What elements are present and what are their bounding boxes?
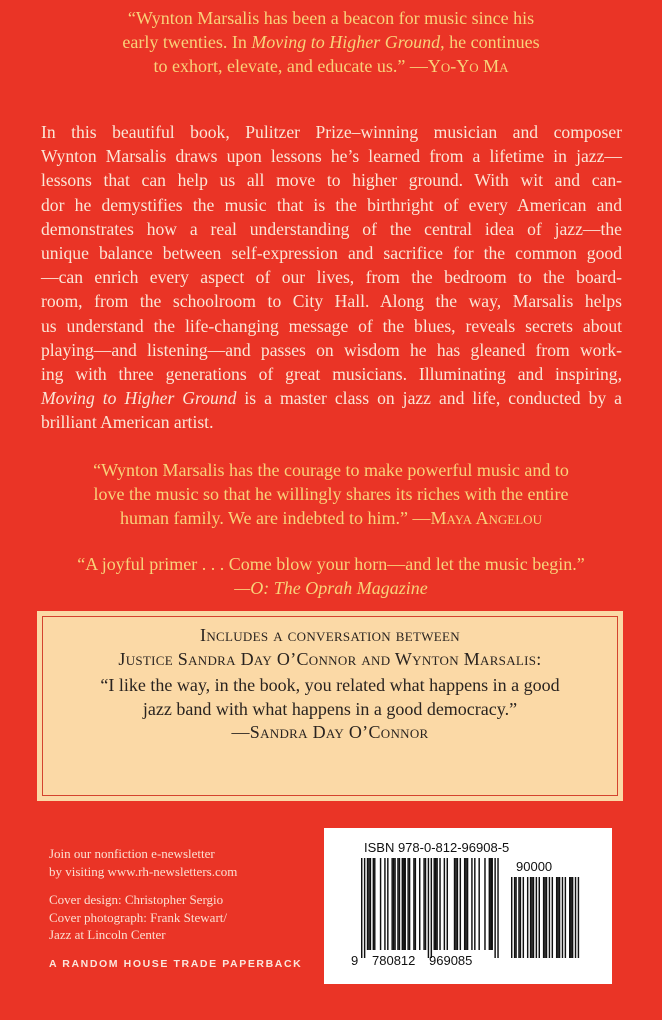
barcode-bar (464, 858, 465, 950)
quote-attribution: —O: The Oprah Magazine (234, 578, 428, 598)
barcode-bar (419, 858, 420, 950)
barcode-bar (467, 858, 468, 950)
cover-design-credit: Cover design: Christopher Sergio (49, 892, 224, 907)
addon-bar (557, 877, 558, 958)
barcode-bar (364, 858, 365, 958)
barcode-bar (374, 858, 375, 950)
box-header: Includes a conversation between (200, 625, 460, 645)
barcode-digits: 969085 (429, 953, 473, 968)
addon-bar (536, 877, 537, 958)
barcode-bar (361, 858, 362, 958)
quote-line: early twenties. In (122, 32, 252, 52)
description-text: is a master class on jazz and life, conducted by a (236, 388, 622, 409)
publisher-imprint: A RANDOM HOUSE TRADE PAPERBACK (49, 958, 303, 970)
addon-bar (533, 877, 534, 958)
box-attribution: —Sandra Day O’Connor (231, 722, 429, 742)
barcode-bar (368, 858, 369, 950)
description-line: ing with three generations of great musicians. Illuminating and inspiring, (41, 364, 622, 385)
barcode-bar (393, 858, 394, 950)
description-line (41, 386, 622, 410)
addon-bar (527, 877, 528, 958)
newsletter-link: by visiting www.rh-newsletters.com (49, 863, 238, 879)
addon-bar (572, 877, 573, 958)
conversation-box (37, 611, 623, 801)
addon-bar (569, 877, 570, 958)
quote-line: “A joyful primer . . . Come blow your horn—and let the music begin.” (77, 554, 585, 574)
description-line: playing—and listening—and passes on wisdom he has gleaned from work- (41, 339, 622, 360)
barcode-bar (436, 858, 437, 950)
description-line: In this beautiful book, Pulitzer Prize–winning musician and composer (41, 122, 622, 142)
description-line: unique balance between self-expression and sacrifice for the common good (41, 243, 622, 264)
barcode-bar (413, 858, 414, 950)
barcode-bar (370, 858, 371, 950)
barcode-bar (478, 858, 479, 950)
barcode-bar (407, 858, 408, 950)
price-code: 90000 (516, 859, 553, 874)
barcode-bar (425, 858, 426, 950)
book-title: Moving to Higher Ground (41, 388, 237, 409)
barcode-bar (431, 858, 432, 958)
credits (49, 845, 237, 944)
barcode-bar (455, 858, 456, 950)
addon-bar (515, 877, 516, 958)
quote-attribution: Maya Angelou (430, 508, 542, 528)
barcode-bar (447, 858, 448, 950)
book-description (41, 120, 622, 435)
addon-bar (575, 877, 576, 958)
barcode-bar (465, 858, 466, 950)
barcode-bar (415, 858, 416, 950)
barcode-bar (428, 858, 429, 958)
newsletter-text: Join our nonfiction e-newsletter (49, 846, 215, 861)
addon-bar (530, 877, 531, 958)
barcode-bar (471, 858, 472, 950)
addon-bar (523, 877, 524, 958)
barcode-bar (391, 858, 392, 950)
barcode-bar (403, 858, 404, 950)
cover-photo-credit: Cover photograph: Frank Stewart/ (49, 909, 227, 925)
addon-bar (511, 877, 512, 958)
description-line: brilliant American artist. (41, 412, 214, 433)
barcode-bar (497, 858, 498, 958)
barcode-bar (380, 858, 381, 950)
isbn-label: ISBN 978-0-812-96908-5 (364, 840, 510, 855)
book-title: Moving to Higher Ground (251, 32, 441, 52)
description-line: demonstrates how a real understanding of the central idea of jazz—the (41, 218, 622, 239)
addon-bar (518, 877, 519, 958)
barcode-bar (492, 858, 493, 950)
box-quote-line: “I like the way, in the book, you related what happens in a good (100, 675, 560, 695)
quote-line: “Wynton Marsalis has the courage to make powerful music and to (93, 460, 569, 480)
barcode-bar (489, 858, 490, 950)
barcode-bar (423, 858, 424, 950)
description-line: lessons that can help us all move to higher ground. With wit and can- (41, 170, 622, 191)
addon-bar (520, 877, 521, 958)
barcode-bar (387, 858, 388, 950)
description-line: us understand the life-changing message of the blues, reveals secrets about (41, 315, 622, 336)
barcode-bar (460, 858, 461, 950)
quote-line: “Wynton Marsalis has been a beacon for music since his (127, 8, 535, 28)
maya-angelou-quote (0, 458, 662, 530)
barcode-bar (484, 858, 485, 950)
barcode-bar (434, 858, 435, 950)
quote-line: to exhort, elevate, and educate us.” — (153, 56, 428, 76)
addon-bar (539, 877, 540, 958)
barcode-bar (490, 858, 491, 950)
addon-bar (559, 877, 560, 958)
barcode-bar (384, 858, 385, 950)
addon-bar (531, 877, 532, 958)
description-line: dor he demystifies the music that is the birthright of every American and (41, 194, 622, 215)
barcode-bars (361, 858, 581, 968)
cover-photo-credit: Jazz at Lincoln Center (49, 927, 166, 942)
quote-attribution: Yo-Yo Ma (427, 56, 509, 76)
barcode-digits: 780812 (372, 953, 416, 968)
barcode-bar (439, 858, 440, 950)
addon-bar (565, 877, 566, 958)
addon-bar (549, 877, 550, 958)
barcode-bar (367, 858, 368, 950)
addon-bar (556, 877, 557, 958)
barcode-bar (409, 858, 410, 950)
addon-bar (514, 877, 515, 958)
addon-bar (544, 877, 545, 958)
quote-line: , he continues (440, 32, 540, 52)
barcode-bar (373, 858, 374, 950)
addon-bar (543, 877, 544, 958)
barcode-bar (494, 858, 495, 958)
yo-yo-ma-quote (0, 6, 662, 78)
description-line: Wynton Marsalis draws upon lessons he’s learned from a lifetime in jazz— (41, 146, 622, 167)
box-header: Justice Sandra Day O’Connor and Wynton Marsalis: (118, 648, 542, 669)
barcode-bar (454, 858, 455, 950)
box-quote-line: jazz band with what happens in a good democracy.” (142, 698, 518, 719)
quote-line: love the music so that he willingly shares its riches with the entire (93, 484, 569, 504)
addon-bar (552, 877, 553, 958)
barcode-bar (405, 858, 406, 950)
barcode-bar (394, 858, 395, 950)
description-line: —can enrich every aspect of our lives, from the bedroom to the board- (41, 267, 622, 288)
barcode-digit: 9 (351, 953, 359, 968)
description-line: room, from the schoolroom to City Hall. Along the way, Marsalis helps (41, 291, 622, 312)
addon-bar (570, 877, 571, 958)
barcode-bar (399, 858, 400, 950)
oprah-quote (0, 552, 662, 600)
barcode-bar (435, 858, 436, 950)
barcode-bar (474, 858, 475, 950)
barcode-bar (402, 858, 403, 950)
addon-bar (578, 877, 579, 958)
barcode-bar (444, 858, 445, 950)
barcode-panel (324, 828, 612, 984)
quote-line: human family. We are indebted to him.” — (120, 508, 431, 528)
addon-bar (546, 877, 547, 958)
barcode-bar (457, 858, 458, 950)
barcode-bar (397, 858, 398, 950)
addon-bar (562, 877, 563, 958)
